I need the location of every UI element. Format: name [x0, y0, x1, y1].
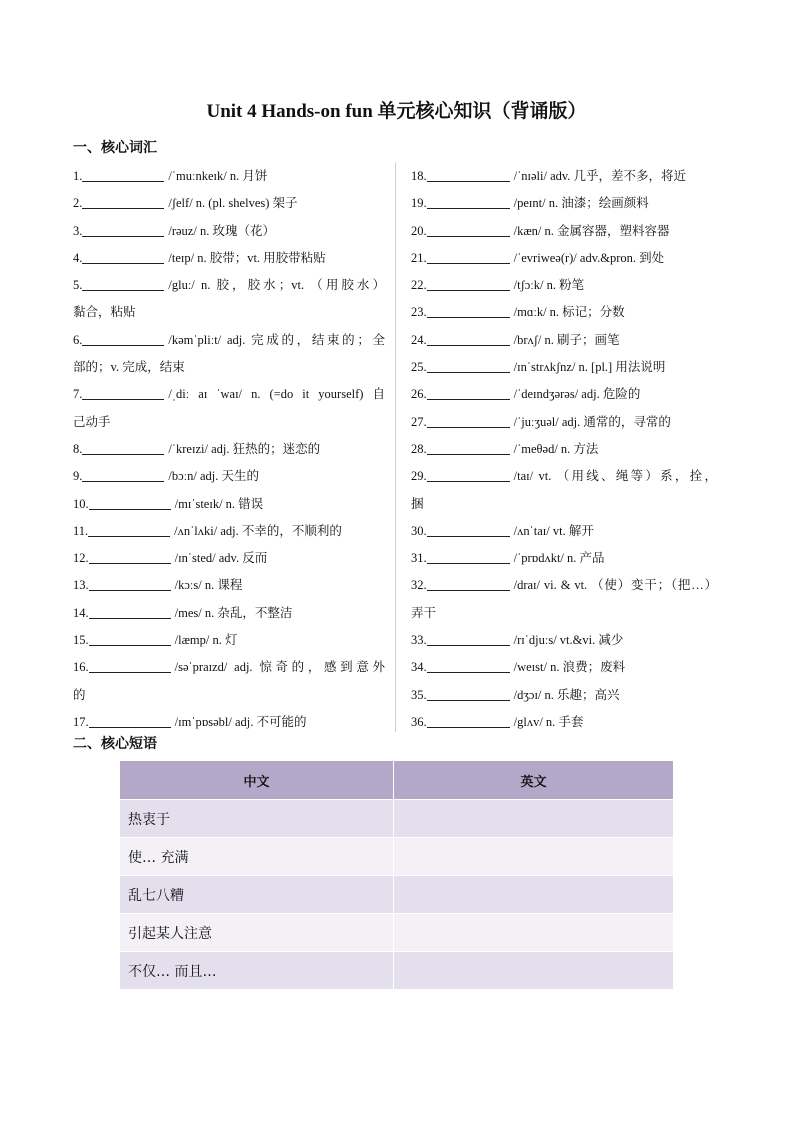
answer-blank[interactable]: [89, 604, 171, 619]
vocab-item: [411, 381, 717, 408]
vocab-number: 17.: [73, 714, 89, 729]
vocab-number: 21.: [411, 250, 427, 265]
vocab-number: 2.: [73, 196, 83, 211]
phrase-english[interactable]: [394, 876, 674, 914]
vocab-item: [411, 163, 717, 190]
vocab-number: 23.: [411, 305, 427, 320]
vocab-definition: /ɪnˈstrʌkʃnz/ n. [pl.] 用法说明: [513, 360, 666, 375]
vocab-definition-continued: 己动手: [73, 414, 111, 429]
vocab-item: [73, 436, 385, 463]
vocab-number: 31.: [411, 551, 427, 566]
answer-blank[interactable]: [82, 249, 164, 264]
vocab-item: [73, 218, 385, 245]
vocab-definition: /mes/ n. 杂乱，不整洁: [174, 605, 293, 620]
vocab-number: 7.: [73, 387, 83, 402]
vocab-number: 22.: [411, 278, 427, 293]
vocab-number: 11.: [73, 523, 89, 538]
vocab-item: [411, 218, 717, 245]
answer-blank[interactable]: [89, 658, 171, 673]
answer-blank[interactable]: [427, 167, 510, 182]
vocab-definition: /mɪˈsteɪk/ n. 错误: [174, 496, 264, 511]
vocab-definition: /kəmˈpliːt/ adj. 完成的，结束的；全: [168, 332, 385, 347]
answer-blank[interactable]: [427, 713, 510, 728]
vocab-definition: /gluː/ n. 胶，胶水；vt. （用胶水）: [168, 278, 385, 293]
vocab-definition: /draɪ/ vi. & vt. （使）变干；（把…）: [513, 578, 717, 593]
answer-blank[interactable]: [82, 385, 164, 400]
vocab-definition: /ˈmeθəd/ n. 方法: [513, 441, 599, 456]
vocab-number: 19.: [411, 196, 427, 211]
vocab-item: [411, 354, 717, 381]
column-divider: [395, 162, 396, 732]
vocab-item: [411, 463, 717, 490]
vocab-item: [73, 654, 385, 681]
vocab-item: [411, 327, 717, 354]
vocab-number: 25.: [411, 360, 427, 375]
page-title: Unit 4 Hands-on fun 单元核心知识（背诵版）: [206, 101, 587, 122]
vocab-definition: /kɔːs/ n. 课程: [174, 578, 243, 593]
vocab-item: [73, 327, 385, 354]
answer-blank[interactable]: [82, 467, 164, 482]
vocab-number: 34.: [411, 660, 427, 675]
vocab-definition: /ʃelf/ n. (pl. shelves) 架子: [168, 196, 298, 211]
answer-blank[interactable]: [427, 249, 510, 264]
answer-blank[interactable]: [89, 713, 171, 728]
vocab-definition: /bɔːn/ adj. 天生的: [168, 469, 259, 484]
section-heading-phrases: 二、核心短语: [73, 736, 157, 752]
vocab-item: [73, 190, 385, 217]
vocab-column-right: [411, 163, 717, 736]
answer-blank[interactable]: [427, 522, 510, 537]
vocab-item: [411, 409, 717, 436]
answer-blank[interactable]: [82, 276, 164, 291]
vocab-number: 24.: [411, 332, 427, 347]
vocab-definition: /kæn/ n. 金属容器，塑料容器: [513, 223, 670, 238]
vocab-number: 20.: [411, 223, 427, 238]
vocab-definition: /peɪnt/ n. 油漆；绘画颜料: [513, 196, 649, 211]
answer-blank[interactable]: [427, 331, 510, 346]
answer-blank[interactable]: [427, 358, 510, 373]
vocab-definition: /ˈevriweə(r)/ adv.&pron. 到处: [513, 250, 665, 265]
vocab-item: [73, 272, 385, 299]
vocab-number: 10.: [73, 496, 89, 511]
vocab-item: [411, 709, 717, 736]
answer-blank[interactable]: [427, 576, 510, 591]
vocab-item: [411, 572, 717, 599]
vocab-number: 30.: [411, 523, 427, 538]
answer-blank[interactable]: [427, 276, 510, 291]
vocab-number: 3.: [73, 223, 83, 238]
vocab-item: [73, 600, 385, 627]
vocab-definition: /ˌdiː aɪ ˈwaɪ/ n. (=do it yourself) 自: [168, 387, 385, 402]
phrase-chinese: 使… 充满: [120, 838, 394, 876]
answer-blank[interactable]: [427, 440, 510, 455]
answer-blank[interactable]: [427, 413, 510, 428]
vocab-column-left: [73, 163, 385, 736]
table-row: [120, 914, 674, 952]
answer-blank[interactable]: [82, 440, 164, 455]
vocab-definition: /rɪˈdjuːs/ vt.&vi. 减少: [513, 633, 624, 648]
vocab-item: [73, 518, 385, 545]
vocab-item: [411, 299, 717, 326]
vocab-number: 13.: [73, 578, 89, 593]
answer-blank[interactable]: [427, 658, 510, 673]
table-row: [120, 952, 674, 990]
vocab-item: [411, 436, 717, 463]
vocab-number: 1.: [73, 169, 83, 183]
vocab-definition: /ɪmˈpɒsəbl/ adj. 不可能的: [174, 714, 307, 729]
answer-blank[interactable]: [427, 549, 510, 564]
vocab-item: [411, 190, 717, 217]
vocab-number: 27.: [411, 414, 427, 429]
vocab-number: 32.: [411, 578, 427, 593]
vocab-definition: /ˈjuːʒuəl/ adj. 通常的，寻常的: [513, 414, 671, 429]
vocab-definition: /læmp/ n. 灯: [174, 633, 238, 648]
phrase-chinese: 乱七八糟: [120, 876, 394, 914]
table-row: [120, 800, 674, 838]
vocab-definition: /teɪp/ n. 胶带；vt. 用胶带粘贴: [168, 250, 326, 265]
vocab-item: [411, 654, 717, 681]
vocab-definition: /ʌnˈlʌki/ adj. 不幸的，不顺利的: [174, 523, 342, 538]
vocab-number: 15.: [73, 633, 89, 648]
table-row: [120, 838, 674, 876]
answer-blank[interactable]: [427, 222, 510, 237]
vocab-item: [73, 163, 385, 190]
table-row: [120, 876, 674, 914]
vocab-definition-continued: 部的；v. 完成，结束: [73, 360, 185, 375]
vocab-definition: /ˈprɒdʌkt/ n. 产品: [513, 551, 605, 566]
vocab-number: 26.: [411, 387, 427, 402]
vocab-definition: /ˈkreɪzi/ adj. 狂热的；迷恋的: [168, 441, 321, 456]
vocab-number: 36.: [411, 714, 427, 729]
phrase-chinese: 引起某人注意: [120, 914, 394, 952]
phrase-english[interactable]: [394, 952, 674, 990]
vocab-definition-continued: 捆: [411, 496, 424, 511]
vocab-number: 16.: [73, 660, 89, 675]
vocab-definition: /ɪnˈsted/ adv. 反而: [174, 551, 268, 566]
vocab-number: 6.: [73, 332, 83, 347]
vocab-definition: /tʃɔːk/ n. 粉笔: [513, 278, 585, 293]
vocab-definition: /ʌnˈtaɪ/ vt. 解开: [513, 523, 594, 538]
answer-blank[interactable]: [427, 303, 510, 318]
answer-blank[interactable]: [89, 576, 171, 591]
vocab-definition-continued: 黏合，粘贴: [73, 305, 136, 320]
vocab-definition: /ˈdeɪndʒərəs/ adj. 危险的: [513, 387, 641, 402]
vocab-item: [73, 491, 385, 518]
answer-blank[interactable]: [89, 631, 171, 646]
vocab-item: [411, 682, 717, 709]
vocab-number: 33.: [411, 633, 427, 648]
answer-blank[interactable]: [82, 331, 164, 346]
header-english: 英文: [394, 761, 674, 800]
vocab-number: 18.: [411, 169, 427, 183]
answer-blank[interactable]: [89, 549, 171, 564]
vocab-item: [411, 245, 717, 272]
vocab-definition: /glʌv/ n. 手套: [513, 714, 584, 729]
answer-blank[interactable]: [82, 194, 164, 209]
vocab-number: 8.: [73, 441, 83, 456]
answer-blank[interactable]: [89, 495, 171, 510]
vocab-number: 35.: [411, 687, 427, 702]
vocab-definition-continued: 的: [73, 687, 86, 702]
vocab-definition: /dʒɔɪ/ n. 乐趣；高兴: [513, 687, 620, 702]
vocab-definition-continued: 弄干: [411, 605, 437, 620]
vocab-item: [73, 545, 385, 572]
vocab-item: [411, 518, 717, 545]
answer-blank[interactable]: [427, 631, 510, 646]
phrase-table: [120, 761, 674, 989]
vocab-definition: /rəuz/ n. 玫瑰（花）: [168, 223, 275, 238]
phrase-chinese: 热衷于: [120, 800, 394, 838]
answer-blank[interactable]: [427, 194, 510, 209]
answer-blank[interactable]: [88, 522, 170, 537]
vocab-number: 5.: [73, 278, 83, 293]
vocab-item: [73, 245, 385, 272]
vocab-definition: /brʌʃ/ n. 刷子；画笔: [513, 332, 620, 347]
vocab-item: [73, 463, 385, 490]
phrase-english[interactable]: [394, 800, 674, 838]
vocab-number: 28.: [411, 441, 427, 456]
vocab-definition: /weɪst/ n. 浪费；废料: [513, 660, 626, 675]
vocab-definition: /səˈpraɪzd/ adj. 惊奇的，感到意外: [174, 660, 385, 675]
table-header-row: [120, 761, 674, 800]
vocab-definition: /mɑːk/ n. 标记；分数: [513, 305, 625, 320]
phrase-english[interactable]: [394, 914, 674, 952]
answer-blank[interactable]: [82, 167, 164, 182]
vocab-item: [411, 545, 717, 572]
answer-blank[interactable]: [82, 222, 164, 237]
header-chinese: 中文: [120, 761, 394, 800]
answer-blank[interactable]: [427, 385, 510, 400]
vocab-number: 4.: [73, 250, 83, 265]
answer-blank[interactable]: [427, 686, 510, 701]
answer-blank[interactable]: [427, 467, 510, 482]
section-heading-vocabulary: 一、核心词汇: [73, 140, 157, 156]
vocab-number: 14.: [73, 605, 89, 620]
vocab-definition: /ˈmuːnkeɪk/ n. 月饼: [168, 169, 268, 183]
phrase-chinese: 不仅… 而且…: [120, 952, 394, 990]
vocab-item: [411, 272, 717, 299]
vocab-definition: /taɪ/ vt. （用线、绳等）系，拴，: [513, 469, 717, 484]
phrase-english[interactable]: [394, 838, 674, 876]
vocab-number: 9.: [73, 469, 83, 484]
vocab-number: 29.: [411, 469, 427, 484]
vocab-item: [411, 627, 717, 654]
vocab-number: 12.: [73, 551, 89, 566]
vocab-definition: /ˈnɪəli/ adv. 几乎，差不多，将近: [513, 169, 687, 183]
vocab-item: [73, 572, 385, 599]
vocab-item: [73, 381, 385, 408]
vocab-item: [73, 627, 385, 654]
